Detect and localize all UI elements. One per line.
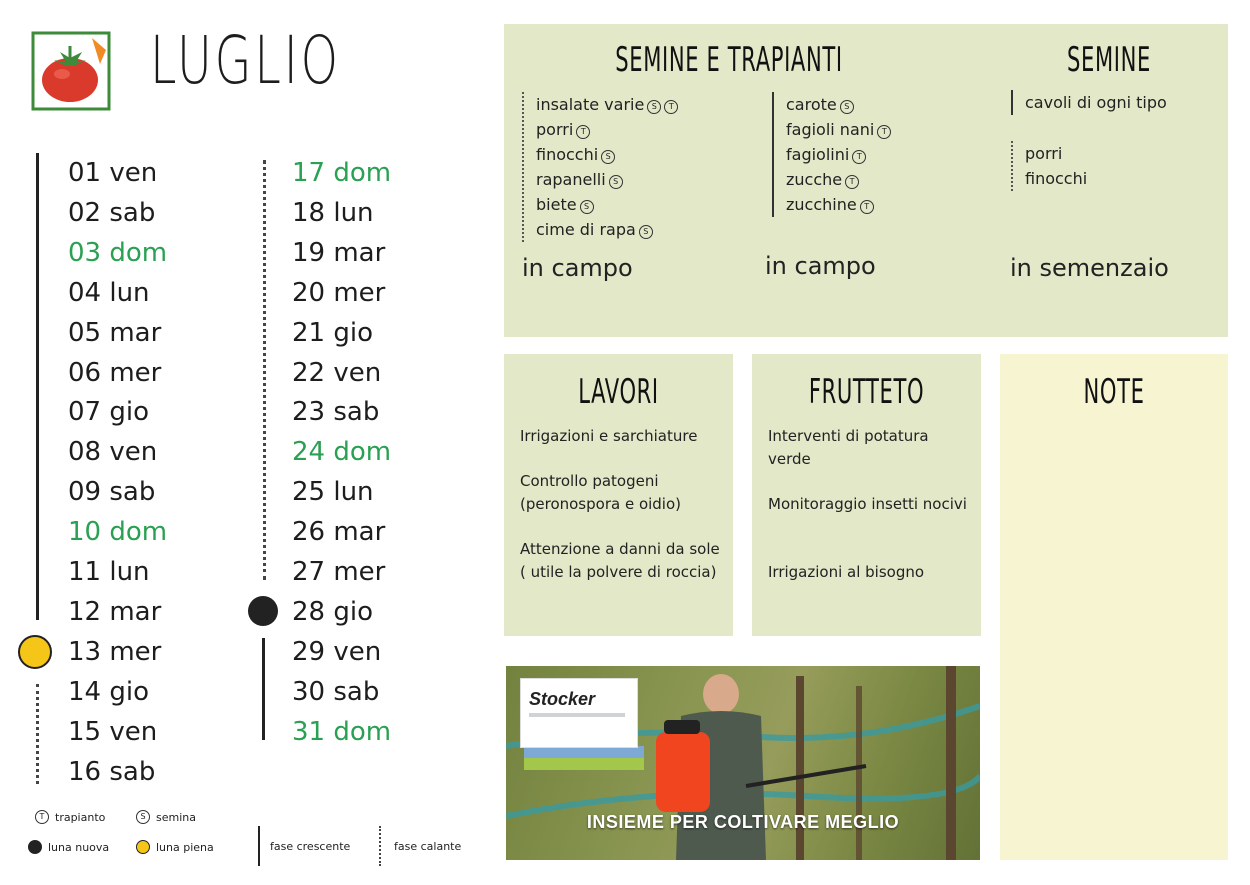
legend-luna-piena-label: luna piena: [156, 840, 214, 854]
place-label-2: in campo: [765, 252, 876, 280]
legend-semina: [136, 810, 196, 824]
transplant-symbol-icon: T: [852, 150, 866, 164]
new-moon-icon: [248, 596, 278, 626]
semine-list-solid: [1011, 90, 1167, 115]
plant-name: carote: [786, 95, 837, 114]
lavori-title: LAVORI: [578, 372, 659, 412]
calendar-day: 06 mer: [68, 357, 162, 388]
transplant-symbol-icon: T: [877, 125, 891, 139]
plant-item: finocchi: [1025, 169, 1088, 188]
sowing-symbol-icon: S: [609, 175, 623, 189]
waning-phase-line: [36, 684, 39, 784]
calendar-day: 17 dom: [292, 158, 392, 188]
calendar-day: 25 lun: [292, 477, 374, 508]
ad-banner[interactable]: [506, 666, 980, 860]
plant-name: fagioli nani: [786, 120, 875, 139]
calendar-day: 24 dom: [292, 437, 392, 468]
tomato-logo-icon: [30, 30, 112, 112]
plant-item: [786, 167, 891, 192]
plant-name: finocchi: [536, 145, 599, 164]
frutteto-item: Interventi di potatura verde: [768, 427, 929, 468]
plant-item: [536, 217, 678, 242]
plant-name: zucche: [786, 170, 843, 189]
plant-item: [786, 192, 891, 217]
calendar-day: 13 mer: [68, 636, 162, 667]
calendar-day: 07 gio: [68, 397, 149, 428]
calendar-day: 09 sab: [68, 477, 156, 508]
transplant-symbol-icon: T: [35, 810, 49, 824]
calendar-day: 27 mer: [292, 557, 386, 587]
legend-luna-piena: [136, 840, 214, 854]
full-moon-legend-icon: [136, 840, 150, 854]
semine-panel: [504, 24, 1228, 337]
plant-item: [536, 117, 678, 142]
transplant-symbol-icon: T: [576, 125, 590, 139]
calendar-day: 02 sab: [68, 197, 156, 228]
new-moon-legend-icon: [28, 840, 42, 854]
sowing-symbol-icon: S: [601, 150, 615, 164]
calendar-day: 29 ven: [292, 636, 382, 667]
sowing-symbol-icon: S: [840, 100, 854, 114]
calendar-day: 10 dom: [68, 517, 168, 548]
plant-item: porri: [1025, 144, 1063, 163]
semine-trapianti-title: SEMINE E TRAPIANTI: [615, 40, 843, 80]
note-title: NOTE: [1083, 372, 1145, 412]
calendar-day: 16 sab: [68, 756, 156, 787]
legend-crescente-line: [258, 826, 260, 866]
calendar-day: 14 gio: [68, 676, 149, 707]
calendar-day: 23 sab: [292, 397, 380, 428]
plant-item: [786, 92, 891, 117]
plant-item: [536, 142, 678, 167]
plant-name: rapanelli: [536, 170, 606, 189]
month-title: LUGLIO: [150, 22, 341, 99]
semine-trapianti-list-2: [772, 92, 891, 217]
calendar-day: 01 ven: [68, 158, 158, 188]
calendar-day: 18 lun: [292, 197, 374, 228]
place-label-3: in semenzaio: [1010, 254, 1169, 282]
sowing-symbol-icon: S: [639, 225, 653, 239]
legend-fase-crescente: [270, 840, 350, 853]
plant-name: porri: [536, 120, 574, 139]
waxing-phase-line: [36, 153, 39, 620]
frutteto-title: FRUTTETO: [808, 372, 925, 412]
ad-slogan: INSIEME PER COLTIVARE MEGLIO: [586, 812, 900, 832]
calendar-day: 04 lun: [68, 277, 150, 308]
sowing-symbol-icon: S: [136, 810, 150, 824]
legend-fase-crescente-label: fase crescente: [270, 840, 351, 853]
ad-brand-logo: Stocker: [529, 689, 596, 709]
calendar-day: 12 mar: [68, 596, 162, 627]
lavori-item: Irrigazioni e sarchiature: [520, 427, 698, 445]
semine-trapianti-list-1: [522, 92, 678, 242]
plant-item: cavoli di ogni tipo: [1025, 93, 1167, 112]
legend-fase-calante-label: fase calante: [394, 840, 462, 853]
transplant-symbol-icon: T: [664, 100, 678, 114]
ad-brand-box: [520, 678, 638, 748]
sowing-symbol-icon: S: [580, 200, 594, 214]
calendar-day: 19 mar: [292, 237, 386, 268]
calendar-day: 22 ven: [292, 357, 382, 388]
calendar-day: 31 dom: [292, 716, 392, 747]
legend-trapianto-label: trapianto: [55, 810, 106, 824]
calendar-day: 21 gio: [292, 317, 373, 348]
legend-luna-nuova-label: luna nuova: [48, 840, 110, 854]
plant-name: cime di rapa: [536, 220, 636, 239]
legend-trapianto: [35, 810, 105, 824]
calendar-day: 28 gio: [292, 596, 373, 627]
transplant-symbol-icon: T: [860, 200, 874, 214]
calendar-day: 05 mar: [68, 317, 162, 348]
calendar-day: 08 ven: [68, 437, 158, 468]
lavori-item: Attenzione a danni da sole ( utile la polvere di roccia): [520, 540, 720, 581]
plant-name: fagiolini: [786, 145, 850, 164]
ad-brand-subline: [529, 713, 625, 717]
plant-item: [786, 117, 891, 142]
note-panel: [1000, 354, 1228, 860]
lavori-panel: [504, 354, 733, 636]
legend-fase-calante: [394, 840, 461, 853]
plant-item: [536, 92, 678, 117]
plant-name: zucchine: [786, 195, 857, 214]
calendar-day: 03 dom: [68, 237, 168, 268]
sowing-symbol-icon: S: [647, 100, 661, 114]
waxing-phase-line-2: [262, 638, 265, 740]
plant-name: biete: [536, 195, 577, 214]
legend-luna-nuova: [28, 840, 109, 854]
plant-item: [786, 142, 891, 167]
place-label-1: in campo: [522, 254, 633, 282]
calendar-day: 26 mar: [292, 517, 386, 548]
semine-title: SEMINE: [1067, 40, 1151, 80]
calendar-day: 15 ven: [68, 716, 158, 747]
plant-name: insalate varie: [536, 95, 645, 114]
semine-list-dotted: [1011, 141, 1087, 191]
transplant-symbol-icon: T: [845, 175, 859, 189]
waning-phase-line-2: [263, 160, 266, 580]
frutteto-item: Irrigazioni al bisogno: [768, 563, 925, 581]
calendar-day: 30 sab: [292, 676, 380, 707]
plant-item: [536, 192, 678, 217]
plant-item: [536, 167, 678, 192]
frutteto-panel: [752, 354, 981, 636]
legend-semina-label: semina: [156, 810, 196, 824]
lavori-item: Controllo patogeni (peronospora e oidio): [520, 472, 682, 513]
frutteto-item: Monitoraggio insetti nocivi: [768, 495, 967, 513]
calendar-day: 11 lun: [68, 557, 150, 587]
calendar-day: 20 mer: [292, 277, 386, 308]
legend-calante-line: [379, 826, 381, 866]
full-moon-icon: [18, 635, 52, 669]
